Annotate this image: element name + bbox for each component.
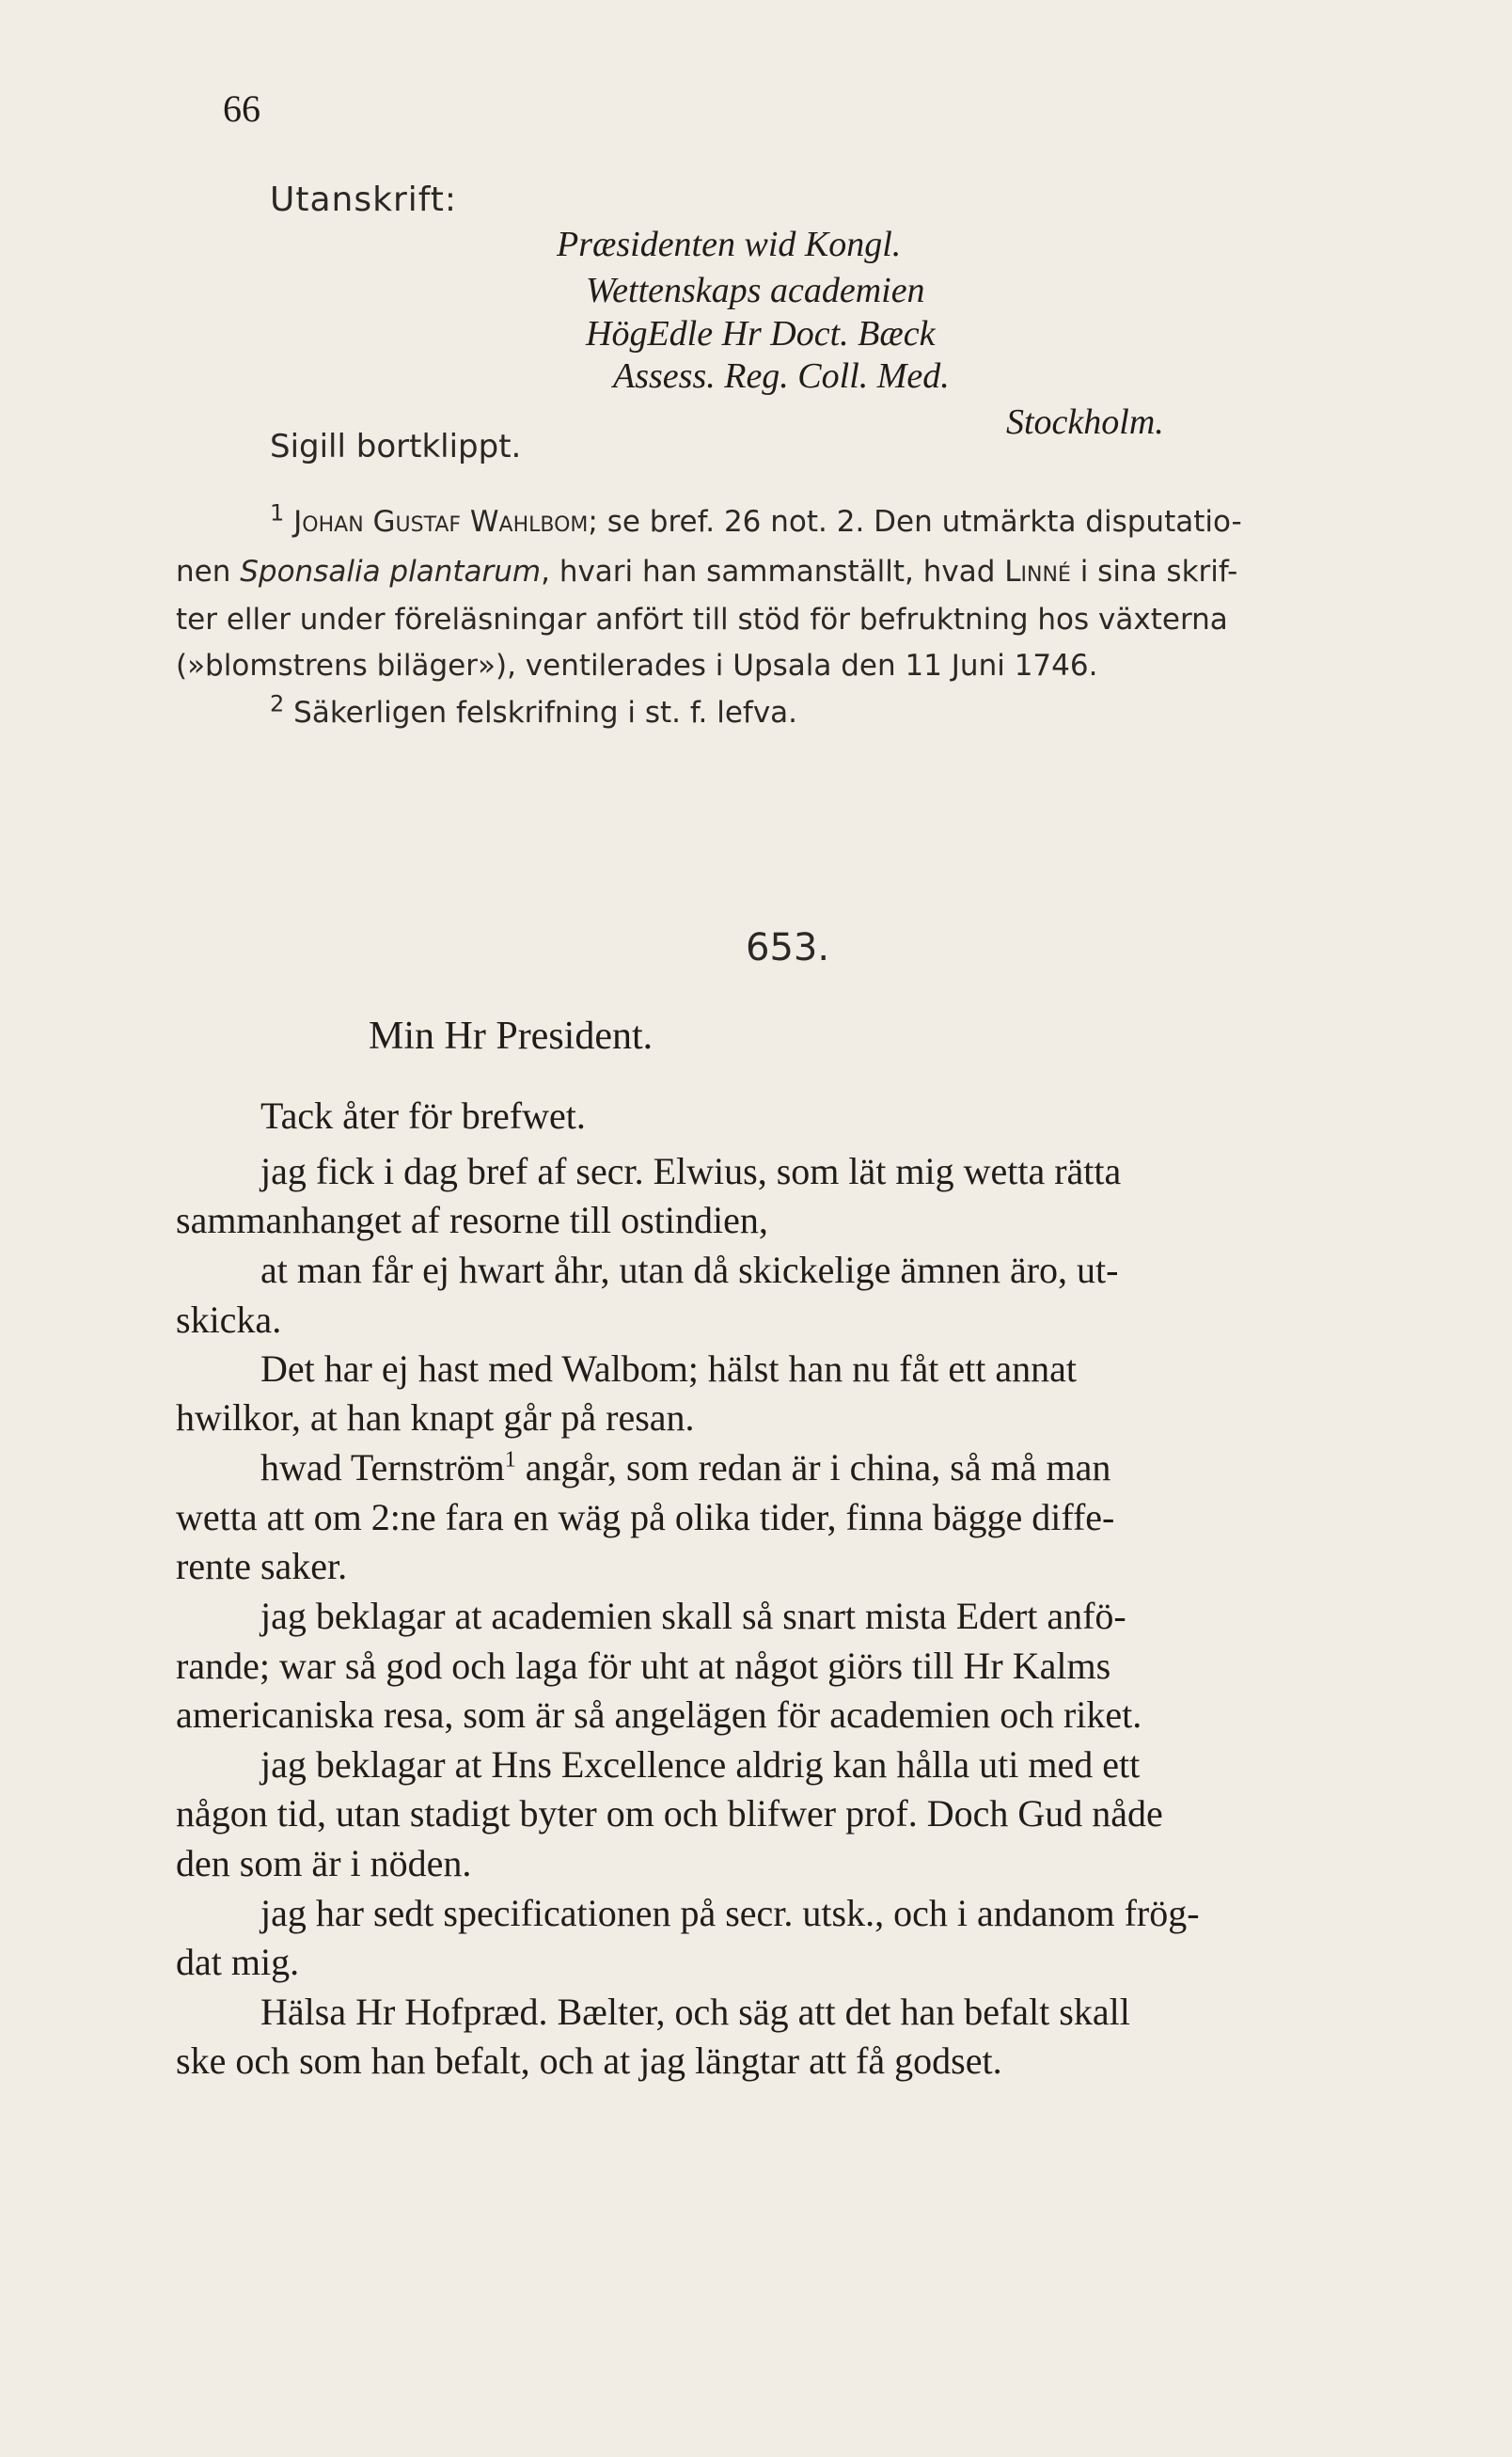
footnote-text: , hvari han sammanställt, hvad [541,555,1005,589]
address-line-2: Wettenskaps academien [586,271,925,310]
page-number: 66 [223,87,260,130]
letter-line: den som är i nöden. [176,1842,472,1884]
letter-line: dat mig. [176,1941,300,1983]
letter-line: jag beklagar at Hns Excellence aldrig kan hålla uti med ett [260,1743,1141,1786]
letter-line: skicka. [176,1299,282,1341]
letter-line: jag har sedt specificationen på secr. utsk., och i andanom frög- [260,1892,1200,1934]
letter-line: Hälsa Hr Hofpræd. Bælter, och säg att det han befalt skall [260,1991,1130,2033]
letter-line: någon tid, utan stadigt byter om och blifwer prof. Doch Gud nåde [176,1792,1163,1835]
footnote-1-marker: 1 [270,499,285,527]
footnote-text: i sina skrif- [1070,555,1238,589]
letter-line: wetta att om 2:ne fara en wäg på olika tider, finna bägge diffe- [176,1496,1115,1538]
footnote-1-line-3: ter eller under föreläsningar anfört till stöd för befruktning hos växterna [176,603,1228,637]
ternstrom-text: hwad Ternström [260,1446,505,1488]
address-line-4: Assess. Reg. Coll. Med. [613,356,950,396]
letter-line: rente saker. [176,1545,348,1587]
footnote-1-line-1 [270,499,1242,539]
footnote-2-marker: 2 [270,690,285,717]
letter-line: ske och som han befalt, och at jag längtar att få godset. [176,2040,1002,2082]
footnote-1-name: Johan Gustaf Wahlbom [293,505,589,539]
letter-number: 653. [746,926,830,969]
ternstrom-footnote-marker: 1 [504,1447,516,1473]
footnote-2 [270,690,798,730]
footnote-1-line-2 [176,555,1237,589]
utanskrift-label: Utanskrift: [270,181,458,219]
footnote-2-text: Säkerligen felskrifning i st. f. lefva. [293,696,798,730]
letter-line: sammanhanget af resorne till ostindien, [176,1199,768,1241]
letter-line: rande; war så god och laga för uht at något giörs till Hr Kalms [176,1645,1111,1687]
letter-line: hwilkor, at han knapt går på resan. [176,1396,695,1439]
letter-line [260,1445,1110,1489]
address-line-3: HögEdle Hr Doct. Bæck [586,314,936,354]
footnote-text: nen [176,555,241,589]
letter-line: jag fick i dag bref af secr. Elwius, som lät mig wetta rätta [260,1150,1122,1192]
letter-line: jag beklagar at academien skall så snart mista Edert anfö- [260,1595,1126,1637]
footnote-1-line-4: (»blomstrens biläger»), ventilerades i Upsala den 11 Juni 1746. [176,649,1098,683]
footnote-1-rest: ; se bref. 26 not. 2. Den utmärkta disputatio- [588,505,1242,539]
seal-note: Sigill bortklippt. [270,428,522,465]
letter-line: americaniska resa, som är så angelägen för academien och riket. [176,1693,1142,1736]
letter-line: Tack åter för brefwet. [260,1095,586,1137]
salutation: Min Hr President. [369,1015,654,1058]
letter-line: at man får ej hwart åhr, utan då skickelige ämnen äro, ut- [260,1249,1119,1291]
letter-text: angår, som redan är i china, så må man [515,1446,1111,1488]
letter-line: Det har ej hast med Walbom; hälst han nu fåt ett annat [260,1347,1078,1390]
address-line-5: Stockholm. [1006,402,1164,442]
dissertation-title: Sponsalia plantarum [240,555,542,589]
linne-name: Linné [1004,555,1071,589]
address-line-1: Præsidenten wid Kongl. [557,225,902,264]
